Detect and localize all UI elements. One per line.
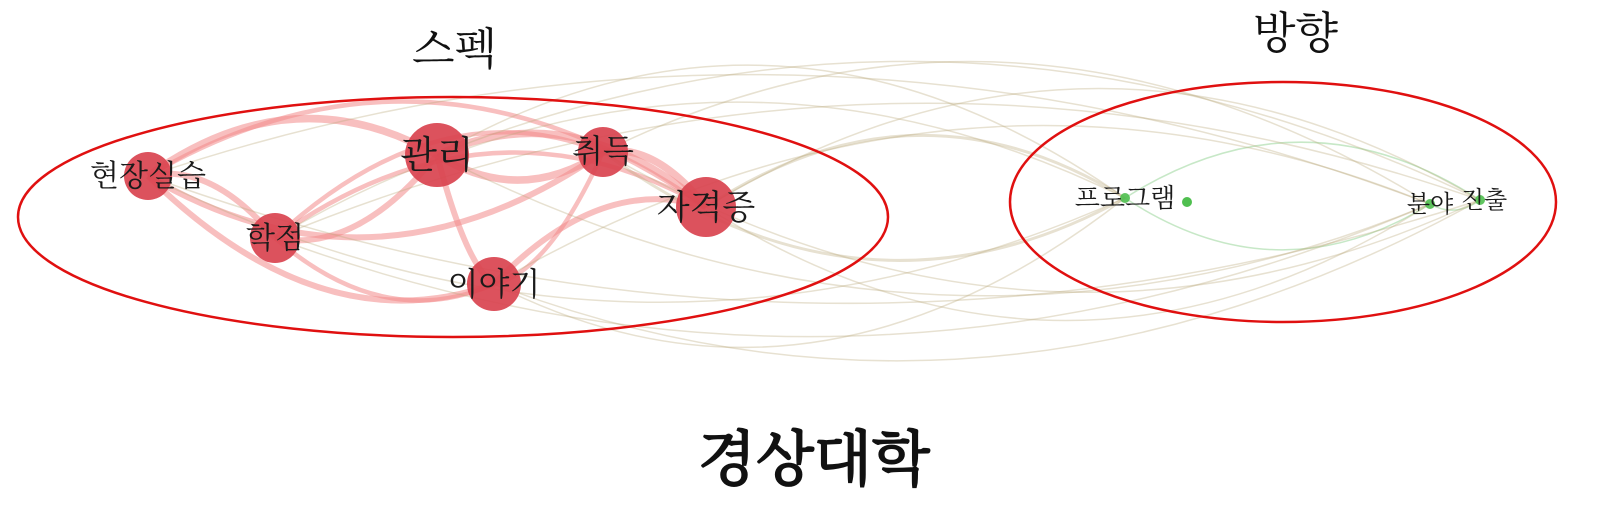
- node-program[interactable]: [1075, 184, 1175, 214]
- node-label-jagyeokjeung: 자격증: [656, 188, 756, 228]
- node-bunya[interactable]: [1407, 190, 1454, 218]
- node-dot-extra-0: [1182, 197, 1192, 207]
- edge-layer: [148, 61, 1480, 360]
- node-chwideuk[interactable]: [572, 127, 634, 177]
- cluster-title-direction: 방향: [1253, 8, 1339, 59]
- node-label-hakjeom: 학점: [246, 221, 304, 256]
- node-label-jinchul: 진출: [1460, 186, 1508, 214]
- node-label-gwanri: 관리: [400, 133, 474, 177]
- main-title: 경상대학: [698, 425, 930, 495]
- node-jinchul[interactable]: [1461, 186, 1507, 214]
- node-label-iyagi: 이야기: [447, 265, 541, 303]
- node-label-bunya: 분야: [1406, 190, 1454, 218]
- node-label-program: 프로그램: [1074, 184, 1176, 214]
- cluster-title-spec: 스펙: [412, 24, 498, 75]
- node-gwanri[interactable]: [400, 123, 473, 187]
- node-hakjeom[interactable]: [246, 213, 304, 263]
- node-hyeonjang[interactable]: [90, 152, 206, 200]
- edge-gwanri-bunya: [437, 155, 1430, 296]
- edge-iyagi-program: [494, 198, 1125, 347]
- node-label-hyeonjang: 현장실습: [90, 159, 206, 194]
- edge-jagyeokjeung-program: [706, 135, 1125, 207]
- node-iyagi[interactable]: [448, 257, 541, 311]
- node-label-chwideuk: 취득: [572, 132, 634, 170]
